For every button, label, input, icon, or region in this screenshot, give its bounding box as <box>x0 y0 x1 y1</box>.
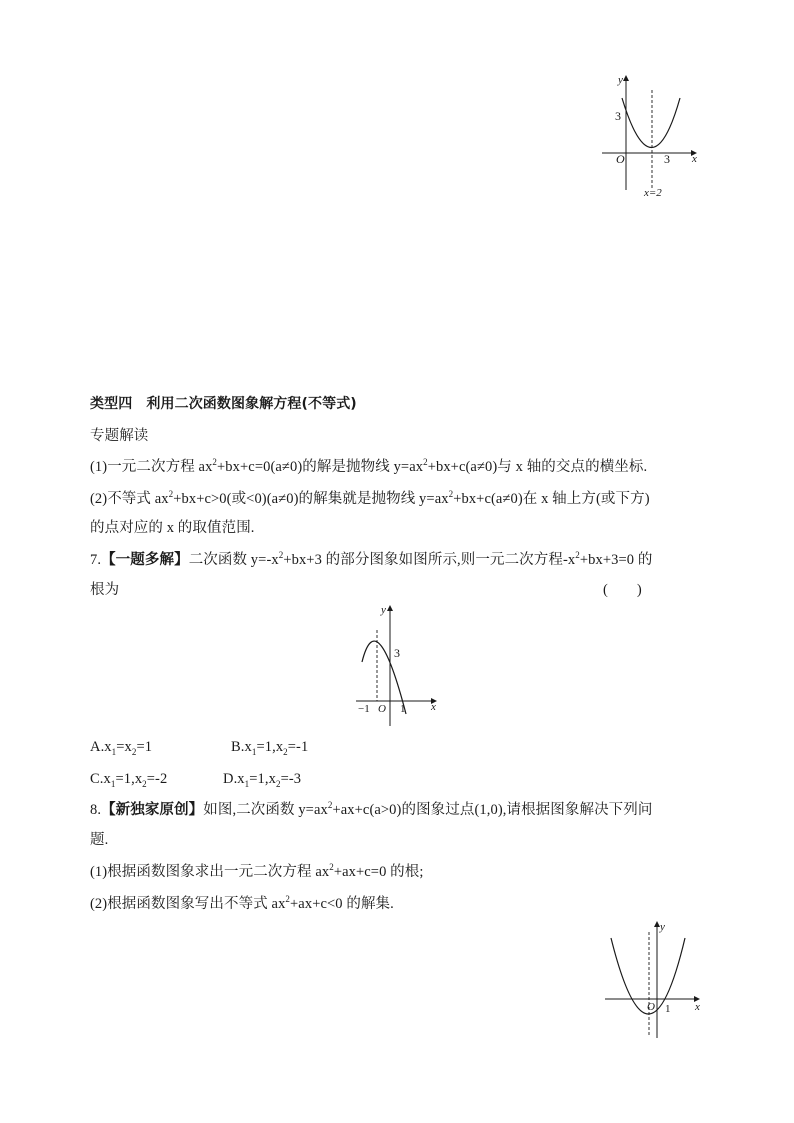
y-axis-label: y <box>660 921 665 933</box>
option-b: $B.x_1=1,x_2=-1$ <box>231 739 309 757</box>
origin-label: O <box>616 152 625 166</box>
origin-label: O <box>378 703 386 715</box>
origin-label: O <box>647 1001 655 1013</box>
y-axis-label: y <box>618 74 623 86</box>
question-7-stem-line2: 根为 <box>90 582 120 598</box>
question-7-stem: 7.【一题多解】二次函数 $y=-x^2+bx+3$ 的部分图象如图所示,则一元二次方程$-x^2+bx+3=0$ 的 <box>90 550 653 568</box>
question-8-part-2: (2)根据函数图象写出不等式 $ax^2+ax+c<0$ 的解集. <box>90 894 394 912</box>
interpretation-point-2-cont: 的点对应的 x 的取值范围. <box>90 520 255 536</box>
figure-question-7 <box>354 602 446 730</box>
y-axis-label: y <box>381 604 386 616</box>
question-8-stem-line2: 题. <box>90 832 109 848</box>
figure-question-8 <box>603 918 708 1043</box>
section-heading: 类型四 利用二次函数图象解方程(不等式) <box>90 396 357 412</box>
option-c: $C.x_1=1,x_2=-2$ <box>90 771 168 789</box>
section-subheading: 专题解读 <box>90 428 149 444</box>
option-d: $D.x_1=1,x_2=-3$ <box>223 771 302 789</box>
x-tick-minus1: −1 <box>358 703 370 715</box>
x-tick-1: 1 <box>665 1003 671 1015</box>
parabola-curve <box>622 98 680 148</box>
question-8-stem: 8.【新独家原创】如图,二次函数 $y=ax^2+ax+c(a>0)$的图象过点(1,0),请根据图象解决下列问 <box>90 800 653 818</box>
answer-blank: ( ) <box>603 582 642 598</box>
x-tick-3: 3 <box>664 152 670 166</box>
x-tick-1: 1 <box>400 703 406 715</box>
y-tick-3: 3 <box>615 109 621 123</box>
x-axis-label: x <box>431 701 436 713</box>
option-a: $A.x_1=x_2=1$ <box>90 739 153 757</box>
x-axis-label: x <box>692 153 697 165</box>
x-axis-label: x <box>695 1001 700 1013</box>
figure-parabola-axis-x2 <box>600 72 710 202</box>
axis-line-label: x=2 <box>644 187 662 199</box>
interpretation-point-2: (2)不等式 $ax^2+bx+c>0$(或<0)(a≠0)的解集就是抛物线 $y=ax^2+bx+c(a\ne 0)$在 x 轴上方(或下方) <box>90 489 650 507</box>
y-tick-3: 3 <box>394 646 400 660</box>
question-8-part-1: (1)根据函数图象求出一元二次方程 $ax^2+ax+c=0$ 的根; <box>90 862 424 880</box>
interpretation-point-1: (1)一元二次方程 $ax^2+bx+c=0(a\ne 0)$的解是抛物线 $y=ax^2+bx+c(a\ne 0)$与 x 轴的交点的横坐标. <box>90 457 648 475</box>
